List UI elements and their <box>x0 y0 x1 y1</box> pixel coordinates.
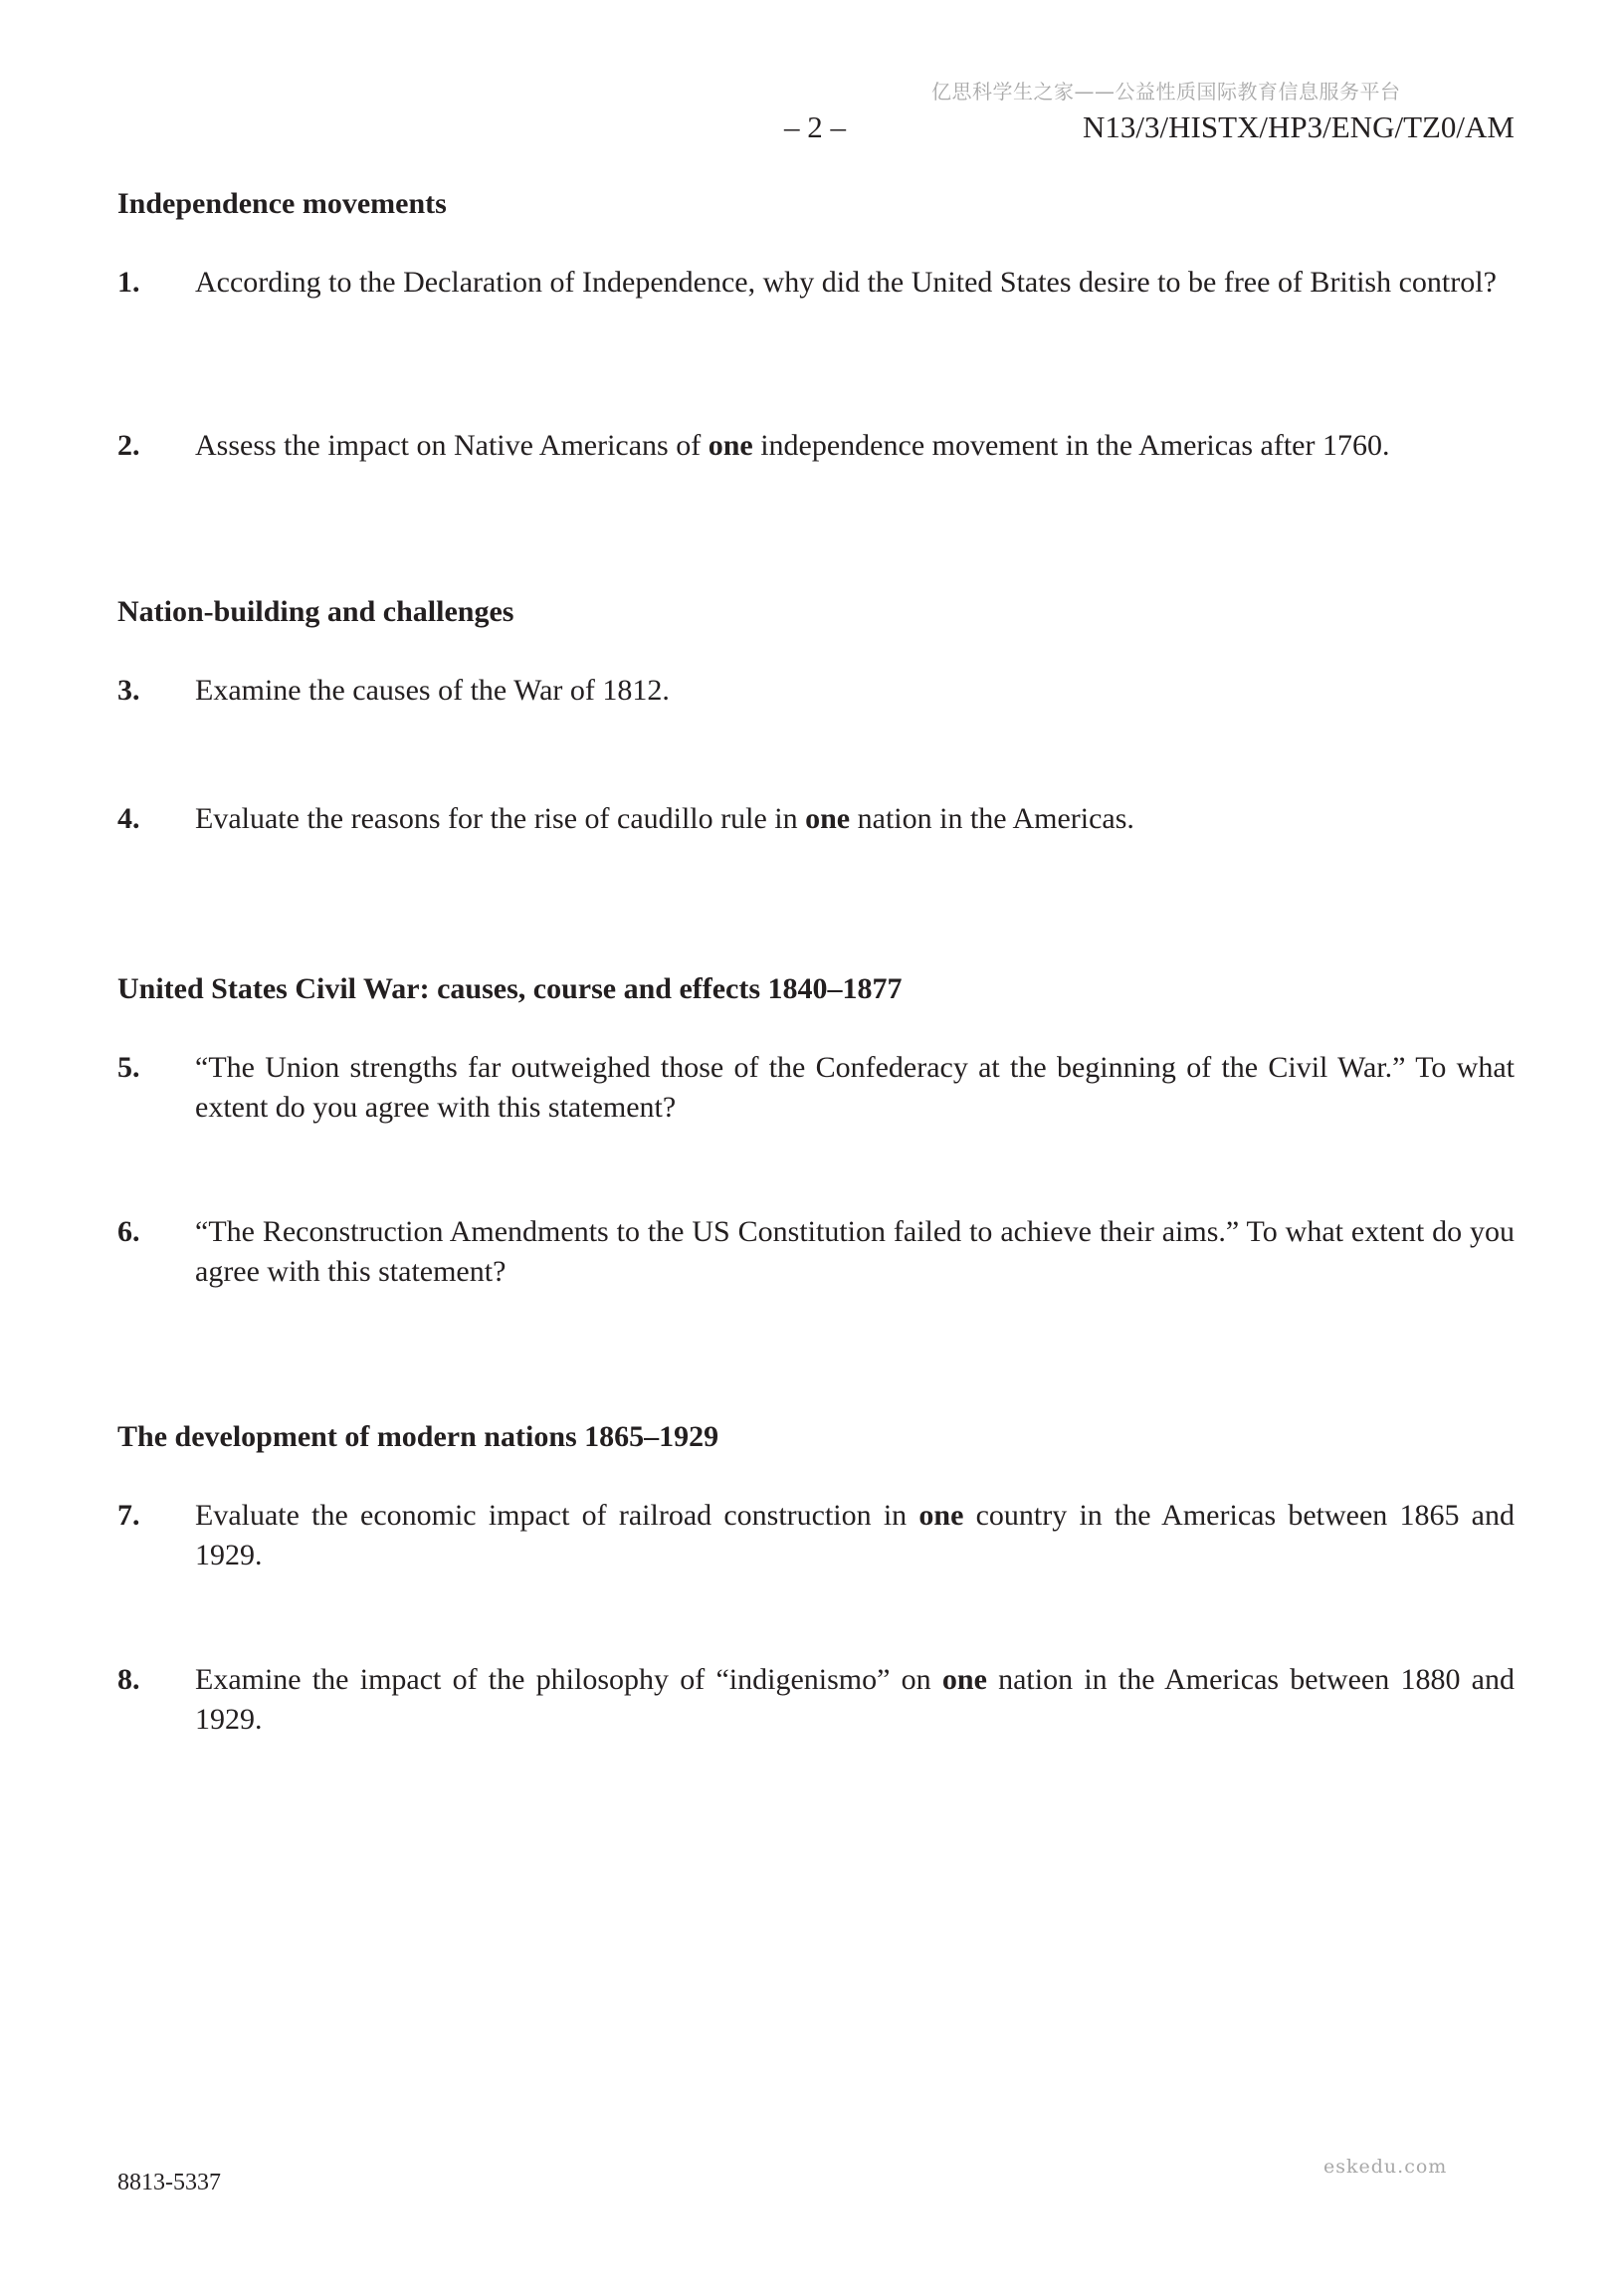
question-text: Examine the impact of the philosophy of “indigenismo” on one nation in the Americas between 1880 and 1929. <box>195 1663 1515 1736</box>
section-heading-civil-war: United States Civil War: causes, course and effects 1840–1877 <box>117 972 903 1005</box>
question-number: 3. <box>117 674 140 707</box>
question-text: Assess the impact on Native Americans of one independence movement in the Americas after 1760. <box>195 429 1390 462</box>
question-6 <box>117 1212 1515 1292</box>
page-number: – 2 – <box>784 109 846 144</box>
question-text: “The Union strengths far outweighed those of the Confederacy at the beginning of the Civil War.” To what extent do you agree with this statement? <box>195 1051 1515 1124</box>
exam-code: N13/3/HISTX/HP3/ENG/TZ0/AM <box>1083 109 1515 144</box>
header-watermark: 亿思科学生之家——公益性质国际教育信息服务平台 <box>931 80 1401 104</box>
emphasis-one: one <box>805 802 851 835</box>
question-7 <box>117 1496 1515 1575</box>
question-3 <box>117 671 1515 711</box>
question-4 <box>117 799 1515 839</box>
question-number: 4. <box>117 802 140 835</box>
emphasis-one: one <box>708 429 753 462</box>
question-text: Evaluate the reasons for the rise of caudillo rule in one nation in the Americas. <box>195 802 1134 835</box>
question-2 <box>117 426 1515 466</box>
footer-code: 8813-5337 <box>117 2170 221 2195</box>
footer-watermark: eskedu.com <box>1323 2156 1448 2178</box>
question-5 <box>117 1048 1515 1128</box>
question-8 <box>117 1660 1515 1740</box>
question-text: Examine the causes of the War of 1812. <box>195 674 670 707</box>
section-heading-independence: Independence movements <box>117 187 447 220</box>
question-number: 7. <box>117 1499 140 1532</box>
emphasis-one: one <box>941 1663 987 1696</box>
question-text: Evaluate the economic impact of railroad construction in one country in the Americas between 1865 and 1929. <box>195 1499 1515 1571</box>
section-heading-nation-building: Nation-building and challenges <box>117 595 514 628</box>
section-heading-modern-nations: The development of modern nations 1865–1929 <box>117 1420 719 1453</box>
question-text: According to the Declaration of Independence, why did the United States desire to be free of British control? <box>195 266 1497 299</box>
question-text: “The Reconstruction Amendments to the US Constitution failed to achieve their aims.” To what extent do you agree with this statement? <box>195 1215 1515 1288</box>
question-number: 1. <box>117 266 140 299</box>
question-number: 6. <box>117 1215 140 1248</box>
emphasis-one: one <box>918 1499 964 1532</box>
question-number: 2. <box>117 429 140 462</box>
question-number: 8. <box>117 1663 140 1696</box>
question-number: 5. <box>117 1051 140 1084</box>
question-1 <box>117 263 1515 303</box>
